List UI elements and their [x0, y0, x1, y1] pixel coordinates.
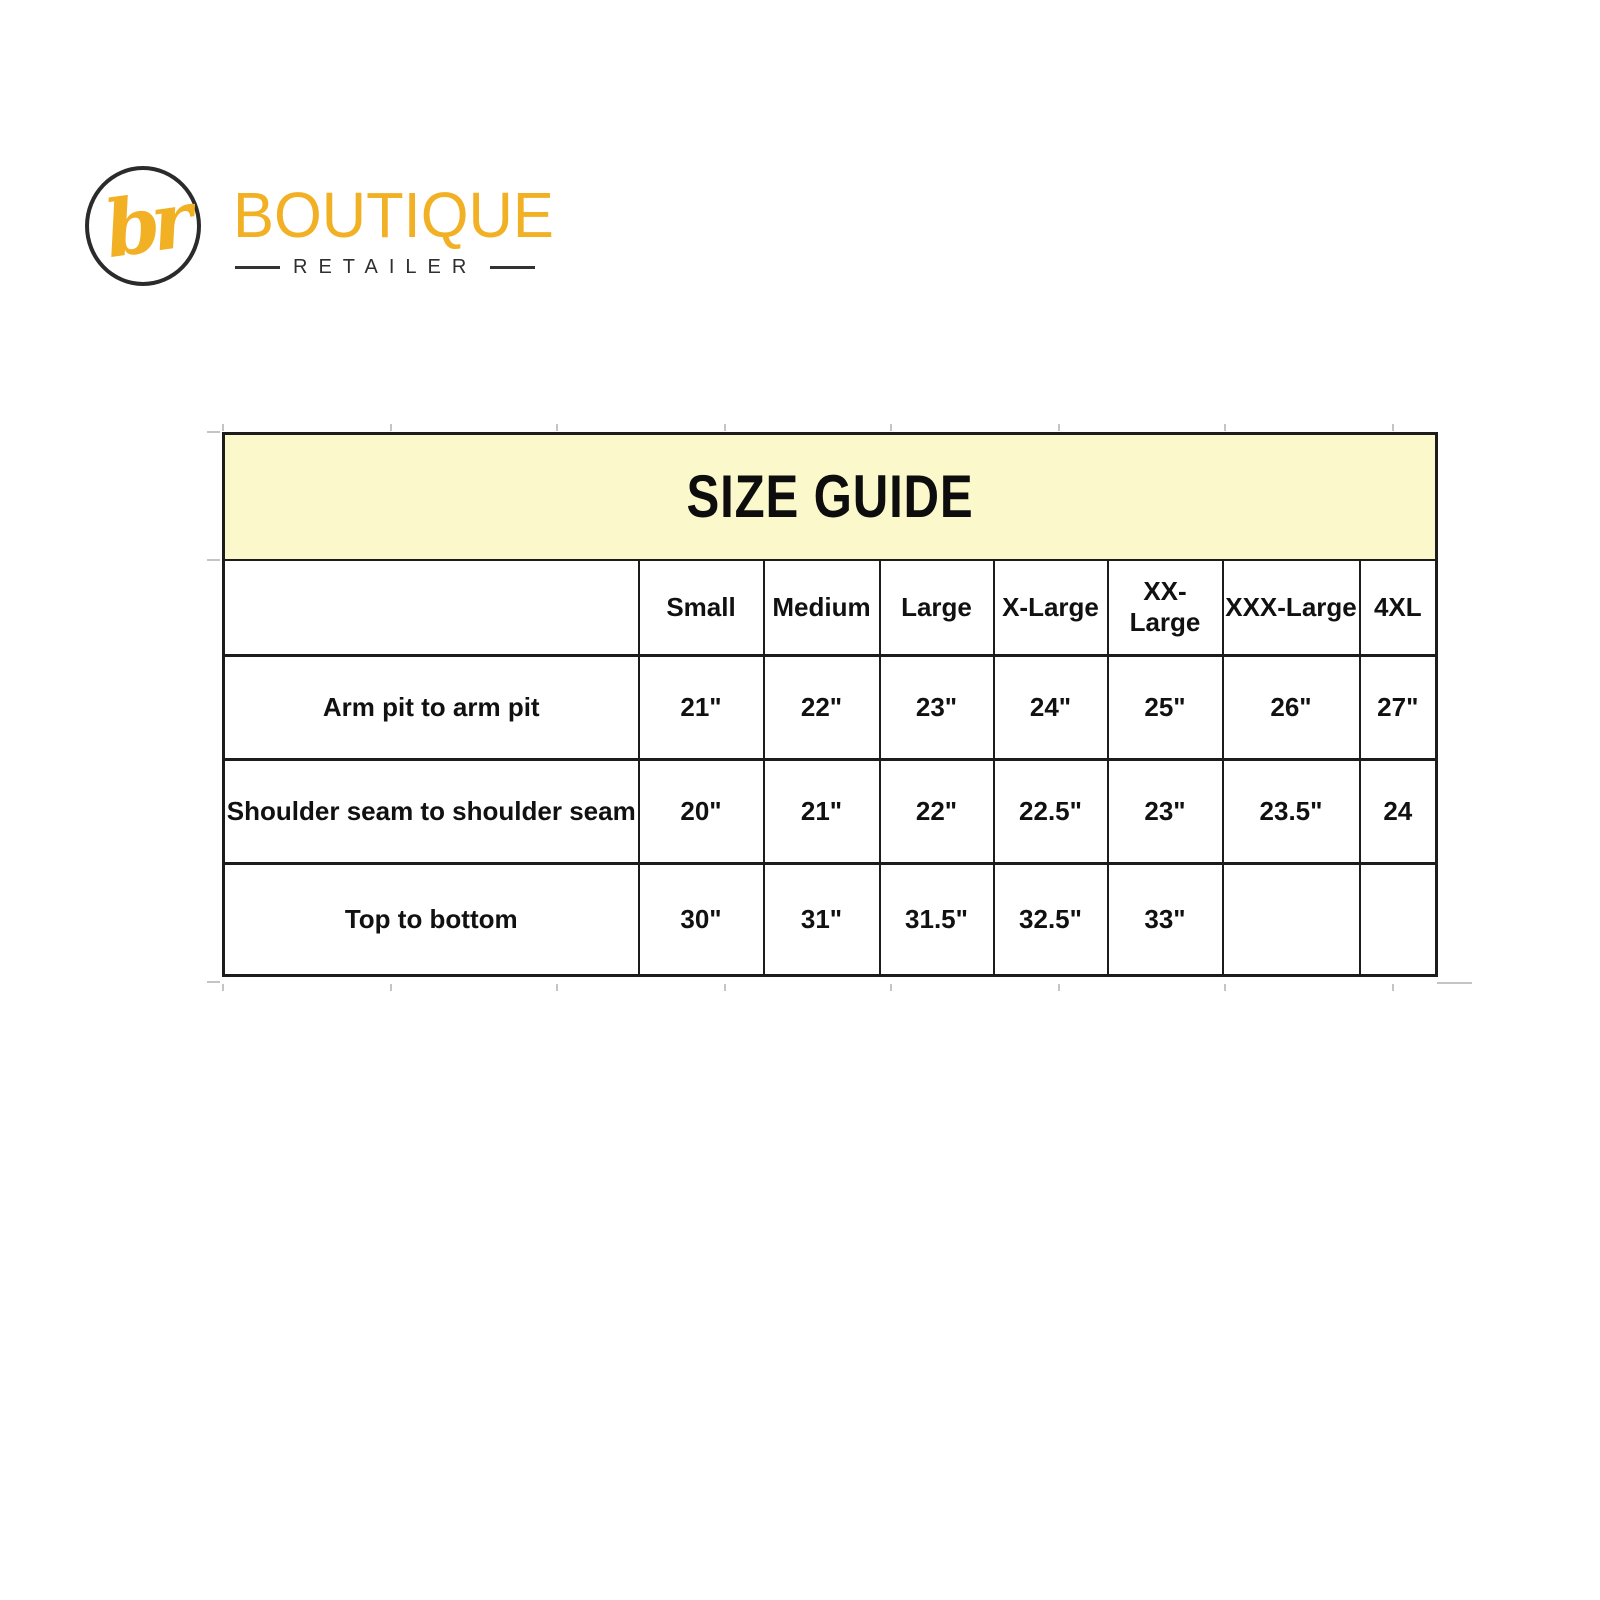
column-header: Medium	[764, 560, 880, 656]
measurement-cell: 25"	[1108, 656, 1223, 760]
column-header-row	[224, 560, 1437, 656]
measurement-cell: 24	[1360, 760, 1437, 864]
brand-logo	[85, 163, 555, 298]
measurement-cell: 31.5"	[880, 864, 994, 976]
measurement-cell: 23"	[880, 656, 994, 760]
measurement-cell: 21"	[639, 656, 764, 760]
measurement-cell	[1360, 864, 1437, 976]
gridline-tick	[390, 424, 392, 431]
measurement-cell: 27"	[1360, 656, 1437, 760]
measurement-cell: 30"	[639, 864, 764, 976]
table-title: SIZE GUIDE	[686, 463, 974, 531]
measurement-cell: 21"	[764, 760, 880, 864]
gridline-tick	[724, 424, 726, 431]
gridline-tick	[1392, 984, 1394, 991]
column-header: XX-Large	[1108, 560, 1223, 656]
gridline-tick	[890, 424, 892, 431]
column-header: 4XL	[1360, 560, 1437, 656]
measurement-cell: 20"	[639, 760, 764, 864]
row-label: Top to bottom	[224, 864, 639, 976]
gridline-tick	[1058, 424, 1060, 431]
gridline-tick	[1058, 984, 1060, 991]
column-header: XXX-Large	[1223, 560, 1360, 656]
column-header: Small	[639, 560, 764, 656]
gridline-tick	[556, 424, 558, 431]
column-header: Large	[880, 560, 994, 656]
right-dash	[490, 266, 535, 269]
brand-subtitle-row	[235, 256, 567, 279]
gridline-tick	[207, 981, 220, 983]
measurement-cell: 22.5"	[994, 760, 1108, 864]
logo-wordmark	[233, 179, 567, 279]
measurement-cell: 32.5"	[994, 864, 1108, 976]
gridline-tick	[890, 984, 892, 991]
gridline-tick	[1392, 424, 1394, 431]
table-title-row	[224, 434, 1437, 560]
gridline-tick	[1437, 982, 1472, 984]
gridline-tick	[222, 984, 224, 991]
measurement-cell: 22"	[764, 656, 880, 760]
measurement-cell: 26"	[1223, 656, 1360, 760]
gridline-tick	[724, 984, 726, 991]
measurement-cell	[1223, 864, 1360, 976]
row-label: Shoulder seam to shoulder seam	[224, 760, 639, 864]
measurement-cell: 22"	[880, 760, 994, 864]
measurement-cell: 33"	[1108, 864, 1223, 976]
measurement-cell: 23.5"	[1223, 760, 1360, 864]
logo-monogram-icon: br	[99, 174, 191, 276]
measurement-cell: 23"	[1108, 760, 1223, 864]
brand-name: BOUTIQUE	[233, 179, 554, 251]
row-label: Arm pit to arm pit	[224, 656, 639, 760]
gridline-tick	[556, 984, 558, 991]
gridline-tick	[222, 424, 224, 431]
gridline-tick	[207, 559, 220, 561]
table-row	[224, 864, 1437, 976]
column-header: X-Large	[994, 560, 1108, 656]
table-row	[224, 760, 1437, 864]
gridline-tick	[1224, 984, 1226, 991]
measurement-cell: 31"	[764, 864, 880, 976]
gridline-tick	[390, 984, 392, 991]
brand-subtitle: RETAILER	[293, 256, 478, 278]
table-title-cell	[224, 434, 1437, 560]
left-dash	[235, 266, 280, 269]
table-row	[224, 656, 1437, 760]
corner-cell	[224, 560, 639, 656]
gridline-tick	[207, 431, 220, 433]
gridline-tick	[1224, 424, 1226, 431]
size-guide-table	[222, 432, 1438, 977]
measurement-cell: 24"	[994, 656, 1108, 760]
